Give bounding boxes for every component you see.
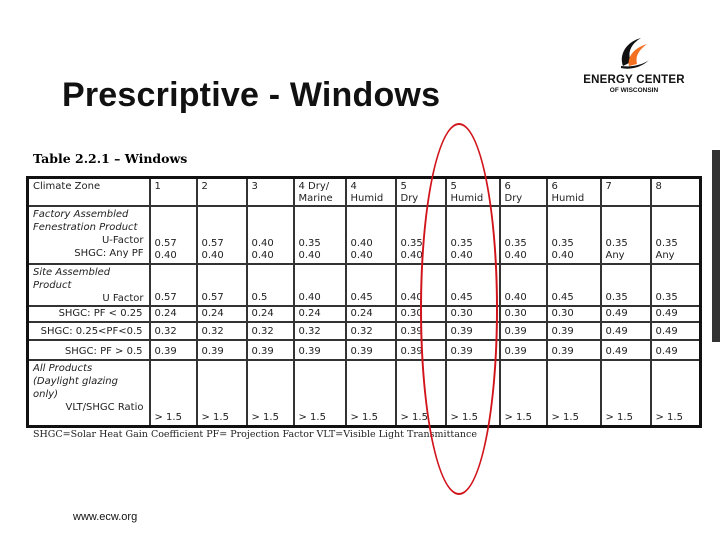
vlt-shgc-ratio-cell (601, 360, 651, 426)
shgc-pf-low-cell (346, 306, 396, 322)
factory-value-cell (396, 206, 446, 264)
factory-value-cell-value: 0.40 (201, 250, 224, 261)
climate-zone-label: Climate Zone (28, 178, 150, 207)
shgc-pf-mid-cell (601, 322, 651, 340)
factory-value-cell (601, 206, 651, 264)
shgc-pf-mid-cell-value: 0.39 (551, 326, 574, 337)
site-assembled-row (28, 264, 701, 306)
shgc-pf-high-cell-value: 0.39 (551, 346, 574, 357)
shgc-pf-low-cell (197, 306, 247, 322)
shgc-pf-high-cell (446, 340, 500, 360)
vlt-shgc-ratio-cell (150, 360, 197, 426)
shgc-pf-low-cell-value: 0.30 (450, 308, 473, 319)
vlt-shgc-ratio-cell-value: > 1.5 (605, 411, 633, 423)
factory-value-cell-value: 0.57 (201, 238, 224, 249)
factory-value-cell-value: Any (605, 250, 625, 261)
shgc-pf-mid-cell (396, 322, 446, 340)
shgc-pf-high-cell-value: 0.39 (450, 346, 473, 357)
windows-requirements-table (26, 176, 702, 428)
shgc-pf-mid-cell-value: 0.39 (504, 326, 527, 337)
shgc-pf-mid-cell-value: 0.49 (655, 326, 678, 337)
site-u-factor-cell (601, 264, 651, 306)
factory-heading-line: Fenestration Product (33, 222, 138, 233)
shgc-pf-low-cell-value: 0.24 (251, 308, 274, 319)
climate-zone-cell (294, 178, 346, 207)
vlt-shgc-ratio-cell-value: > 1.5 (251, 411, 279, 423)
table-footnote: SHGC=Solar Heat Gain Coefficient PF= Projection Factor VLT=Visible Light Transmittance (33, 429, 477, 440)
shgc-pf-high-cell-value: 0.39 (201, 346, 224, 357)
shgc-pf-high-cell-value: 0.39 (504, 346, 527, 357)
climate-zone-cell-value: 8 (655, 181, 662, 192)
site-u-factor-label: U Factor (102, 293, 144, 304)
shgc-pf-mid-cell (500, 322, 547, 340)
factory-value-cell-value: 0.40 (350, 250, 373, 261)
vlt-shgc-ratio-label: VLT/SHGC Ratio (65, 402, 144, 413)
factory-value-cell-value: 0.35 (655, 238, 678, 249)
vlt-shgc-ratio-cell (500, 360, 547, 426)
climate-zone-header-row (28, 178, 701, 207)
climate-zone-cell (346, 178, 396, 207)
shgc-pf-low-cell (651, 306, 701, 322)
vlt-shgc-ratio-cell-value: > 1.5 (551, 411, 579, 423)
site-u-factor-cell (346, 264, 396, 306)
site-u-factor-cell (150, 264, 197, 306)
shgc-pf-low-cell (446, 306, 500, 322)
shgc-pf-low-cell (294, 306, 346, 322)
factory-heading-line: Factory Assembled (33, 209, 129, 220)
shgc-pf-high-cell (396, 340, 446, 360)
logo-subtitle: OF WISCONSIN (609, 87, 659, 94)
site-heading-line: Site Assembled (33, 267, 111, 278)
site-u-factor-cell (396, 264, 446, 306)
shgc-pf-low-cell (500, 306, 547, 322)
site-heading-line: Product (33, 280, 72, 291)
site-u-factor-cell (446, 264, 500, 306)
shgc-pf-high-cell-value: 0.39 (400, 346, 423, 357)
shgc-pf-mid-cell-value: 0.49 (605, 326, 628, 337)
shgc-pf-mid-cell-value: 0.32 (251, 326, 274, 337)
climate-zone-cell (601, 178, 651, 207)
vlt-shgc-ratio-cell (197, 360, 247, 426)
shgc-pf-low-cell-value: 0.49 (655, 308, 678, 319)
shgc-pf-high-cell-value: 0.39 (154, 346, 177, 357)
vlt-shgc-ratio-cell (396, 360, 446, 426)
shgc-pf-low-cell (396, 306, 446, 322)
edge-bar (712, 150, 720, 342)
climate-zone-cell-value: Dry (400, 193, 419, 204)
shgc-pf-low-cell-value: 0.30 (504, 308, 527, 319)
factory-value-cell-value: 0.35 (605, 238, 628, 249)
factory-value-cell-value: 0.40 (450, 250, 473, 261)
all-products-row (28, 360, 701, 426)
site-u-factor-cell-value: 0.40 (400, 292, 423, 303)
vlt-shgc-ratio-cell-value: > 1.5 (201, 411, 229, 423)
shgc-pf-high-cell-value: 0.39 (298, 346, 321, 357)
shgc-pf-high-cell (651, 340, 701, 360)
climate-zone-cell-value: 2 (201, 181, 208, 192)
factory-value-cell (651, 206, 701, 264)
vlt-shgc-ratio-cell (651, 360, 701, 426)
shgc-pf-mid-cell-value: 0.32 (154, 326, 177, 337)
shgc-pf-low-cell-value: 0.49 (605, 308, 628, 319)
factory-value-cell (247, 206, 294, 264)
site-u-factor-cell (500, 264, 547, 306)
shgc-pf-mid-row (28, 322, 701, 340)
climate-zone-cell (547, 178, 601, 207)
shgc-pf-low-cell-value: 0.24 (154, 308, 177, 319)
vlt-shgc-ratio-cell-value: > 1.5 (298, 411, 326, 423)
shgc-pf-low-cell (247, 306, 294, 322)
factory-value-cell (197, 206, 247, 264)
vlt-shgc-ratio-cell-value: > 1.5 (450, 411, 478, 423)
factory-value-cell-value: 0.40 (251, 250, 274, 261)
shgc-pf-high-cell (247, 340, 294, 360)
site-u-factor-cell-value: 0.45 (350, 292, 373, 303)
factory-value-cell-value: 0.35 (450, 238, 473, 249)
factory-value-cell-value: 0.57 (154, 238, 177, 249)
shgc-pf-mid-cell-value: 0.32 (298, 326, 321, 337)
all-products-heading-line: All Products (33, 363, 93, 374)
site-u-factor-cell-value: 0.57 (154, 292, 177, 303)
site-u-factor-cell (247, 264, 294, 306)
climate-zone-cell-value: Humid (350, 193, 384, 204)
factory-value-cell (547, 206, 601, 264)
factory-value-cell (150, 206, 197, 264)
climate-zone-cell (150, 178, 197, 207)
shgc-pf-high-cell (601, 340, 651, 360)
vlt-shgc-ratio-cell-value: > 1.5 (504, 411, 532, 423)
site-u-factor-cell-value: 0.5 (251, 292, 268, 303)
climate-zone-cell-value: 3 (251, 181, 258, 192)
climate-zone-cell-value: Marine (298, 193, 333, 204)
factory-shgc-label: SHGC: Any PF (74, 248, 144, 259)
all-products-label (28, 360, 150, 426)
shgc-pf-mid-cell-value: 0.39 (400, 326, 423, 337)
vlt-shgc-ratio-cell-value: > 1.5 (350, 411, 378, 423)
factory-value-cell (294, 206, 346, 264)
shgc-pf-mid-cell (651, 322, 701, 340)
shgc-pf-low-cell (547, 306, 601, 322)
vlt-shgc-ratio-cell (346, 360, 396, 426)
climate-zone-cell-value: 6 (504, 181, 511, 192)
shgc-pf-low-cell (150, 306, 197, 322)
climate-zone-cell (446, 178, 500, 207)
site-u-factor-cell-value: 0.35 (655, 292, 678, 303)
shgc-pf-high-label: SHGC: PF > 0.5 (28, 340, 150, 360)
site-u-factor-cell (547, 264, 601, 306)
climate-zone-cell-value: 6 (551, 181, 558, 192)
factory-value-cell-value: 0.40 (350, 238, 373, 249)
shgc-pf-high-cell (294, 340, 346, 360)
vlt-shgc-ratio-cell-value: > 1.5 (655, 411, 683, 423)
shgc-pf-high-cell-value: 0.39 (350, 346, 373, 357)
shgc-pf-low-cell-value: 0.24 (201, 308, 224, 319)
shgc-pf-high-cell (500, 340, 547, 360)
factory-value-cell-value: 0.40 (551, 250, 574, 261)
factory-value-cell (346, 206, 396, 264)
site-u-factor-cell-value: 0.40 (504, 292, 527, 303)
factory-u-factor-label: U-Factor (101, 235, 144, 246)
shgc-pf-mid-cell (197, 322, 247, 340)
shgc-pf-high-row (28, 340, 701, 360)
factory-value-cell-value: 0.35 (551, 238, 574, 249)
vlt-shgc-ratio-cell-value: > 1.5 (400, 411, 428, 423)
table-caption: Table 2.2.1 – Windows (33, 151, 188, 166)
shgc-pf-low-cell-value: 0.30 (400, 308, 423, 319)
site-u-factor-cell (651, 264, 701, 306)
climate-zone-cell (197, 178, 247, 207)
factory-value-cell-value: 0.40 (504, 250, 527, 261)
shgc-pf-mid-cell (446, 322, 500, 340)
factory-value-cell-value: 0.40 (298, 250, 321, 261)
vlt-shgc-ratio-cell (247, 360, 294, 426)
site-u-factor-cell-value: 0.45 (551, 292, 574, 303)
vlt-shgc-ratio-cell-value: > 1.5 (154, 411, 182, 423)
factory-value-cell-value: Any (655, 250, 675, 261)
factory-value-cell (500, 206, 547, 264)
shgc-pf-low-cell-value: 0.30 (551, 308, 574, 319)
site-u-factor-cell-value: 0.40 (298, 292, 321, 303)
climate-zone-cell (247, 178, 294, 207)
factory-value-cell-value: 0.35 (504, 238, 527, 249)
factory-value-cell-value: 0.40 (154, 250, 177, 261)
shgc-pf-mid-cell-value: 0.39 (450, 326, 473, 337)
factory-value-cell-value: 0.35 (400, 238, 423, 249)
factory-value-cell-value: 0.35 (298, 238, 321, 249)
energy-center-logo (582, 36, 686, 98)
climate-zone-cell-value: 5 (400, 181, 407, 192)
climate-zone-cell-value: Humid (450, 193, 484, 204)
shgc-pf-mid-cell (346, 322, 396, 340)
shgc-pf-low-label: SHGC: PF < 0.25 (28, 306, 150, 322)
shgc-pf-high-cell-value: 0.39 (251, 346, 274, 357)
vlt-shgc-ratio-cell (446, 360, 500, 426)
site-u-factor-cell (197, 264, 247, 306)
factory-assembled-label (28, 206, 150, 264)
climate-zone-cell-value: Dry (504, 193, 523, 204)
shgc-pf-mid-cell-value: 0.32 (201, 326, 224, 337)
climate-zone-cell-value: 4 (350, 181, 357, 192)
factory-value-cell (446, 206, 500, 264)
site-u-factor-cell-value: 0.35 (605, 292, 628, 303)
site-assembled-label (28, 264, 150, 306)
shgc-pf-low-row (28, 306, 701, 322)
shgc-pf-high-cell (547, 340, 601, 360)
climate-zone-cell-value: Humid (551, 193, 585, 204)
climate-zone-cell (651, 178, 701, 207)
climate-zone-cell-value: 1 (154, 181, 161, 192)
factory-value-cell-value: 0.40 (400, 250, 423, 261)
shgc-pf-high-cell-value: 0.49 (655, 346, 678, 357)
shgc-pf-high-cell-value: 0.49 (605, 346, 628, 357)
climate-zone-cell-value: 4 Dry/ (298, 181, 330, 192)
shgc-pf-high-cell (197, 340, 247, 360)
slide-title: Prescriptive - Windows (62, 76, 441, 114)
vlt-shgc-ratio-cell (547, 360, 601, 426)
flame-swoosh-icon (615, 36, 653, 72)
factory-assembled-row (28, 206, 701, 264)
shgc-pf-high-cell (150, 340, 197, 360)
climate-zone-cell-value: 5 (450, 181, 457, 192)
shgc-pf-high-cell (346, 340, 396, 360)
site-u-factor-cell-value: 0.57 (201, 292, 224, 303)
footer-url: www.ecw.org (73, 511, 138, 523)
all-products-heading-line: (Daylight glazing (33, 376, 118, 387)
shgc-pf-mid-cell-value: 0.32 (350, 326, 373, 337)
site-u-factor-cell-value: 0.45 (450, 292, 473, 303)
vlt-shgc-ratio-cell (294, 360, 346, 426)
factory-value-cell-value: 0.40 (251, 238, 274, 249)
climate-zone-cell-value: 7 (605, 181, 612, 192)
shgc-pf-mid-cell (150, 322, 197, 340)
shgc-pf-low-cell (601, 306, 651, 322)
logo-wordmark: ENERGY CENTER (583, 74, 685, 86)
shgc-pf-mid-label: SHGC: 0.25<PF<0.5 (28, 322, 150, 340)
shgc-pf-low-cell-value: 0.24 (350, 308, 373, 319)
shgc-pf-mid-cell (547, 322, 601, 340)
climate-zone-cell (500, 178, 547, 207)
shgc-pf-low-cell-value: 0.24 (298, 308, 321, 319)
site-u-factor-cell (294, 264, 346, 306)
shgc-pf-mid-cell (247, 322, 294, 340)
shgc-pf-mid-cell (294, 322, 346, 340)
all-products-heading-line: only) (33, 389, 59, 400)
climate-zone-cell (396, 178, 446, 207)
